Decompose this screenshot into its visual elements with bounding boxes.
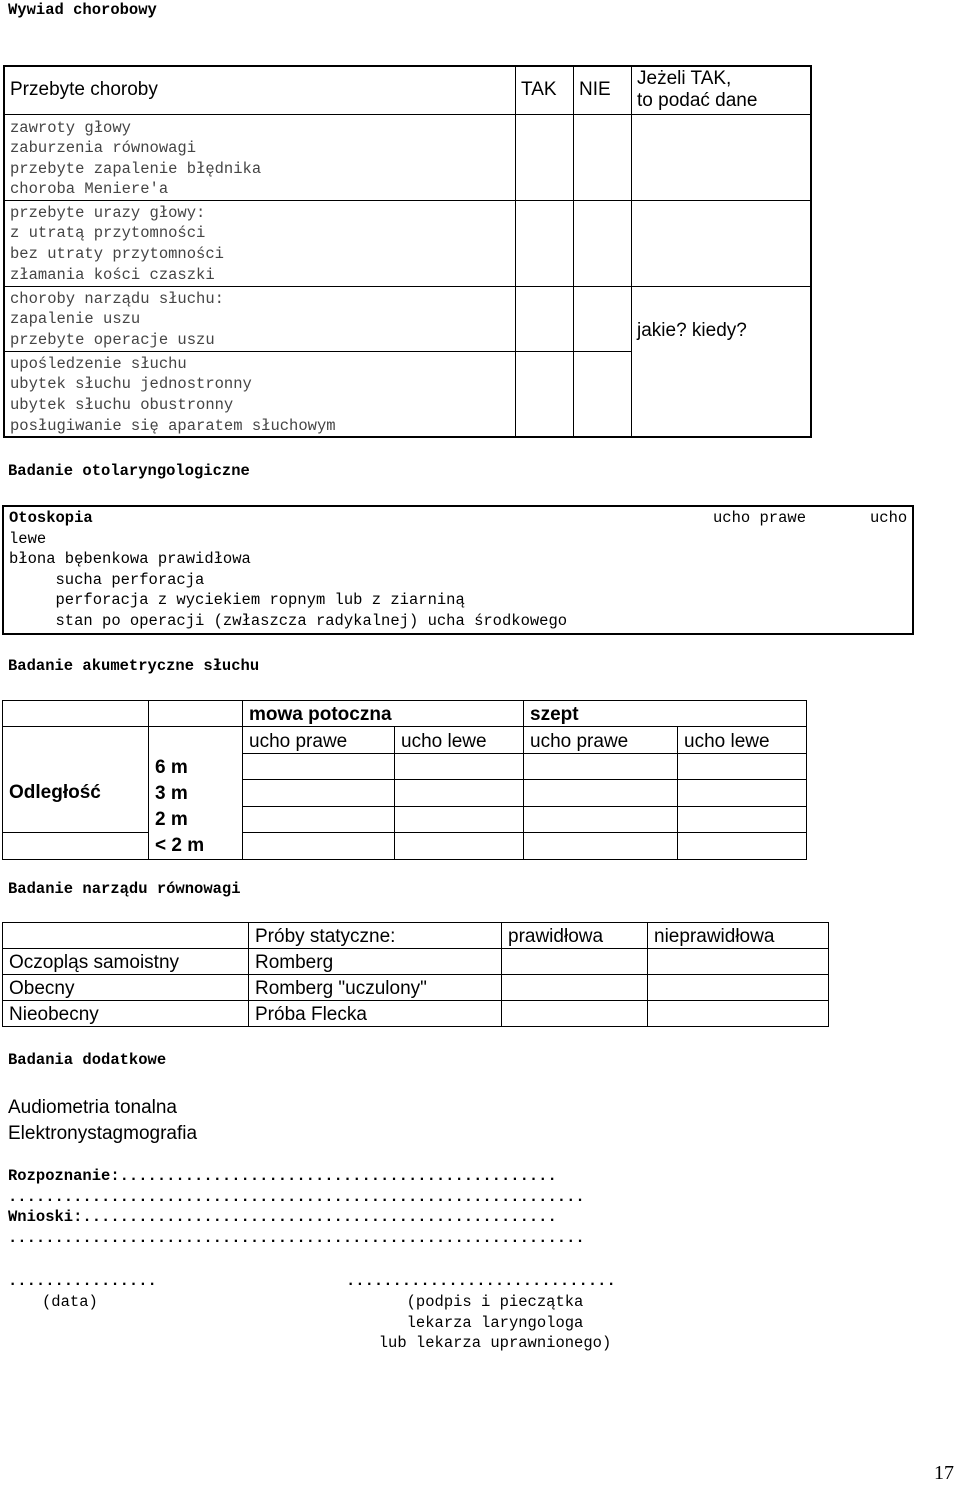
- acumetry-cell[interactable]: [243, 753, 395, 780]
- disease-group: [4, 351, 516, 437]
- distance-value: 3 m: [155, 783, 188, 804]
- signature-label: [300, 1292, 690, 1354]
- extra-list: [8, 1095, 197, 1147]
- details-header-line: to podać dane: [637, 90, 758, 112]
- present-option[interactable]: Obecny: [3, 975, 249, 1001]
- section-heading-acumetry: Badanie akumetryczne słuchu: [8, 657, 260, 675]
- acumetry-cell[interactable]: [395, 780, 524, 807]
- date-dots[interactable]: ................: [8, 1272, 157, 1290]
- whisper-right-header: ucho prawe: [524, 727, 678, 754]
- yes-cell[interactable]: [516, 286, 574, 351]
- abnormal-header: nieprawidłowa: [648, 923, 829, 949]
- disease-item: choroby narządu słuchu:: [10, 289, 224, 308]
- romberg-sens-label: Romberg "uczulony": [249, 975, 502, 1001]
- distance-value: 6 m: [155, 757, 188, 778]
- acumetry-cell[interactable]: [678, 806, 807, 833]
- section-heading-balance: Badanie narządu równowagi: [8, 880, 241, 898]
- acumetry-cell[interactable]: [678, 753, 807, 780]
- acumetry-cell[interactable]: [524, 833, 678, 860]
- balance-cell[interactable]: [648, 1001, 829, 1027]
- balance-cell[interactable]: [502, 1001, 648, 1027]
- disease-item: z utratą przytomności: [10, 224, 206, 243]
- disease-item: przebyte zapalenie błędnika: [10, 159, 262, 178]
- balance-table: [2, 922, 829, 1027]
- diagnosis-field[interactable]: Rozpoznanie:...............................................: [8, 1167, 557, 1185]
- disease-item: choroba Meniere'a: [10, 180, 169, 199]
- disease-item: przebyte operacje uszu: [10, 331, 215, 350]
- extra-item: Elektronystagmografia: [8, 1123, 198, 1144]
- disease-item: zapalenie uszu: [10, 310, 141, 329]
- section-heading-oto: Badanie otolaryngologiczne: [8, 462, 250, 480]
- acumetry-cell[interactable]: [524, 753, 678, 780]
- left-ear-label-cont: lewe: [9, 529, 47, 548]
- col-no-header: NIE: [574, 66, 632, 114]
- diagnosis-continuation[interactable]: ..............................................................: [8, 1187, 585, 1206]
- flecka-label: Próba Flecka: [249, 1001, 502, 1027]
- disease-group: [4, 200, 516, 286]
- col-yes-header: TAK: [516, 66, 574, 114]
- section-heading-extra: Badania dodatkowe: [8, 1051, 167, 1069]
- balance-corner: [3, 923, 249, 949]
- otoscopy-item: błona bębenkowa prawidłowa: [9, 550, 251, 569]
- no-cell[interactable]: [574, 286, 632, 351]
- otoscopy-item: perforacja z wyciekiem ropnym lub z ziarniną: [9, 591, 465, 610]
- disease-item: ubytek słuchu obustronny: [10, 396, 234, 415]
- distance-value: 2 m: [155, 809, 188, 830]
- absent-option[interactable]: Nieobecny: [3, 1001, 249, 1027]
- acumetry-corner: [3, 701, 149, 727]
- disease-item: upośledzenie słuchu: [10, 354, 187, 373]
- otoscopy-item: sucha perforacja: [9, 570, 205, 589]
- date-label: (data): [42, 1293, 98, 1311]
- otoscopy-item: stan po operacji (zwłaszcza radykalnej) ucha środkowego: [9, 611, 568, 630]
- no-cell[interactable]: [574, 200, 632, 286]
- extra-item: Audiometria tonalna: [8, 1097, 177, 1118]
- details-cell[interactable]: [632, 114, 812, 200]
- page-title: Wywiad chorobowy: [8, 1, 157, 19]
- balance-cell[interactable]: [648, 975, 829, 1001]
- signature-line: lub lekarza uprawnionego): [378, 1334, 612, 1353]
- whisper-left-header: ucho lewe: [678, 727, 807, 754]
- otoscopy-header-row: [9, 508, 909, 529]
- romberg-label: Romberg: [249, 949, 502, 975]
- acumetry-cell[interactable]: [678, 780, 807, 807]
- yes-cell[interactable]: [516, 114, 574, 200]
- distance-label: Odległość: [3, 727, 149, 833]
- balance-cell[interactable]: [502, 975, 648, 1001]
- details-header-line: Jeżeli TAK,: [637, 68, 732, 90]
- disease-group: [4, 286, 516, 351]
- signature-line: lekarza laryngologa: [406, 1313, 584, 1332]
- right-ear-label: ucho prawe: [713, 509, 807, 527]
- conclusions-field[interactable]: Wnioski:...................................................: [8, 1208, 557, 1227]
- acumetry-cell[interactable]: [243, 833, 395, 860]
- acumetry-cell[interactable]: [678, 833, 807, 860]
- disease-item: bez utraty przytomności: [10, 245, 224, 264]
- disease-group: [4, 114, 516, 200]
- whisper-header: szept: [524, 701, 807, 727]
- balance-cell[interactable]: [648, 949, 829, 975]
- details-hint[interactable]: jakie? kiedy?: [632, 286, 812, 437]
- speech-left-header: ucho lewe: [395, 727, 524, 754]
- disease-item: zaburzenia równowagi: [10, 139, 197, 158]
- acumetry-cell[interactable]: [243, 780, 395, 807]
- left-ear-label: ucho: [870, 509, 908, 527]
- acumetry-cell[interactable]: [395, 806, 524, 833]
- acumetry-blank: [3, 833, 149, 860]
- normal-header: prawidłowa: [502, 923, 648, 949]
- acumetry-cell[interactable]: [395, 833, 524, 860]
- page-number: 17: [934, 1462, 954, 1484]
- acumetry-cell[interactable]: [243, 806, 395, 833]
- no-cell[interactable]: [574, 351, 632, 437]
- acumetry-cell[interactable]: [395, 753, 524, 780]
- acumetry-corner: [149, 701, 243, 727]
- conclusion-block: [8, 1166, 585, 1248]
- nystagmus-label: Oczopląs samoistny: [3, 949, 249, 975]
- distance-values: [149, 727, 243, 860]
- disease-item: ubytek słuchu jednostronny: [10, 375, 252, 394]
- otoscopy-title: Otoskopia: [9, 509, 93, 527]
- history-table: [3, 65, 812, 438]
- speech-right-header: ucho prawe: [243, 727, 395, 754]
- balance-cell[interactable]: [502, 949, 648, 975]
- conclusions-continuation[interactable]: ..............................................................: [8, 1228, 585, 1247]
- col-details-header: [632, 66, 812, 114]
- distance-value: < 2 m: [155, 835, 205, 856]
- disease-item: złamania kości czaszki: [10, 265, 215, 284]
- otoscopy-box: [2, 505, 914, 635]
- yes-cell[interactable]: [516, 351, 574, 437]
- details-cell[interactable]: [632, 200, 812, 286]
- signature-line: (podpis i pieczątka: [406, 1293, 584, 1311]
- acumetry-cell[interactable]: [524, 806, 678, 833]
- disease-item: zawroty głowy: [10, 118, 131, 137]
- acumetry-cell[interactable]: [524, 780, 678, 807]
- speech-header: mowa potoczna: [243, 701, 524, 727]
- static-tests-header: Próby statyczne:: [249, 923, 502, 949]
- disease-item: przebyte urazy głowy:: [10, 203, 206, 222]
- no-cell[interactable]: [574, 114, 632, 200]
- col-disease-header: Przebyte choroby: [4, 66, 516, 114]
- disease-item: posługiwanie się aparatem słuchowym: [10, 416, 336, 435]
- yes-cell[interactable]: [516, 200, 574, 286]
- acumetry-table: [2, 700, 807, 860]
- signature-dots[interactable]: .............................: [346, 1272, 616, 1290]
